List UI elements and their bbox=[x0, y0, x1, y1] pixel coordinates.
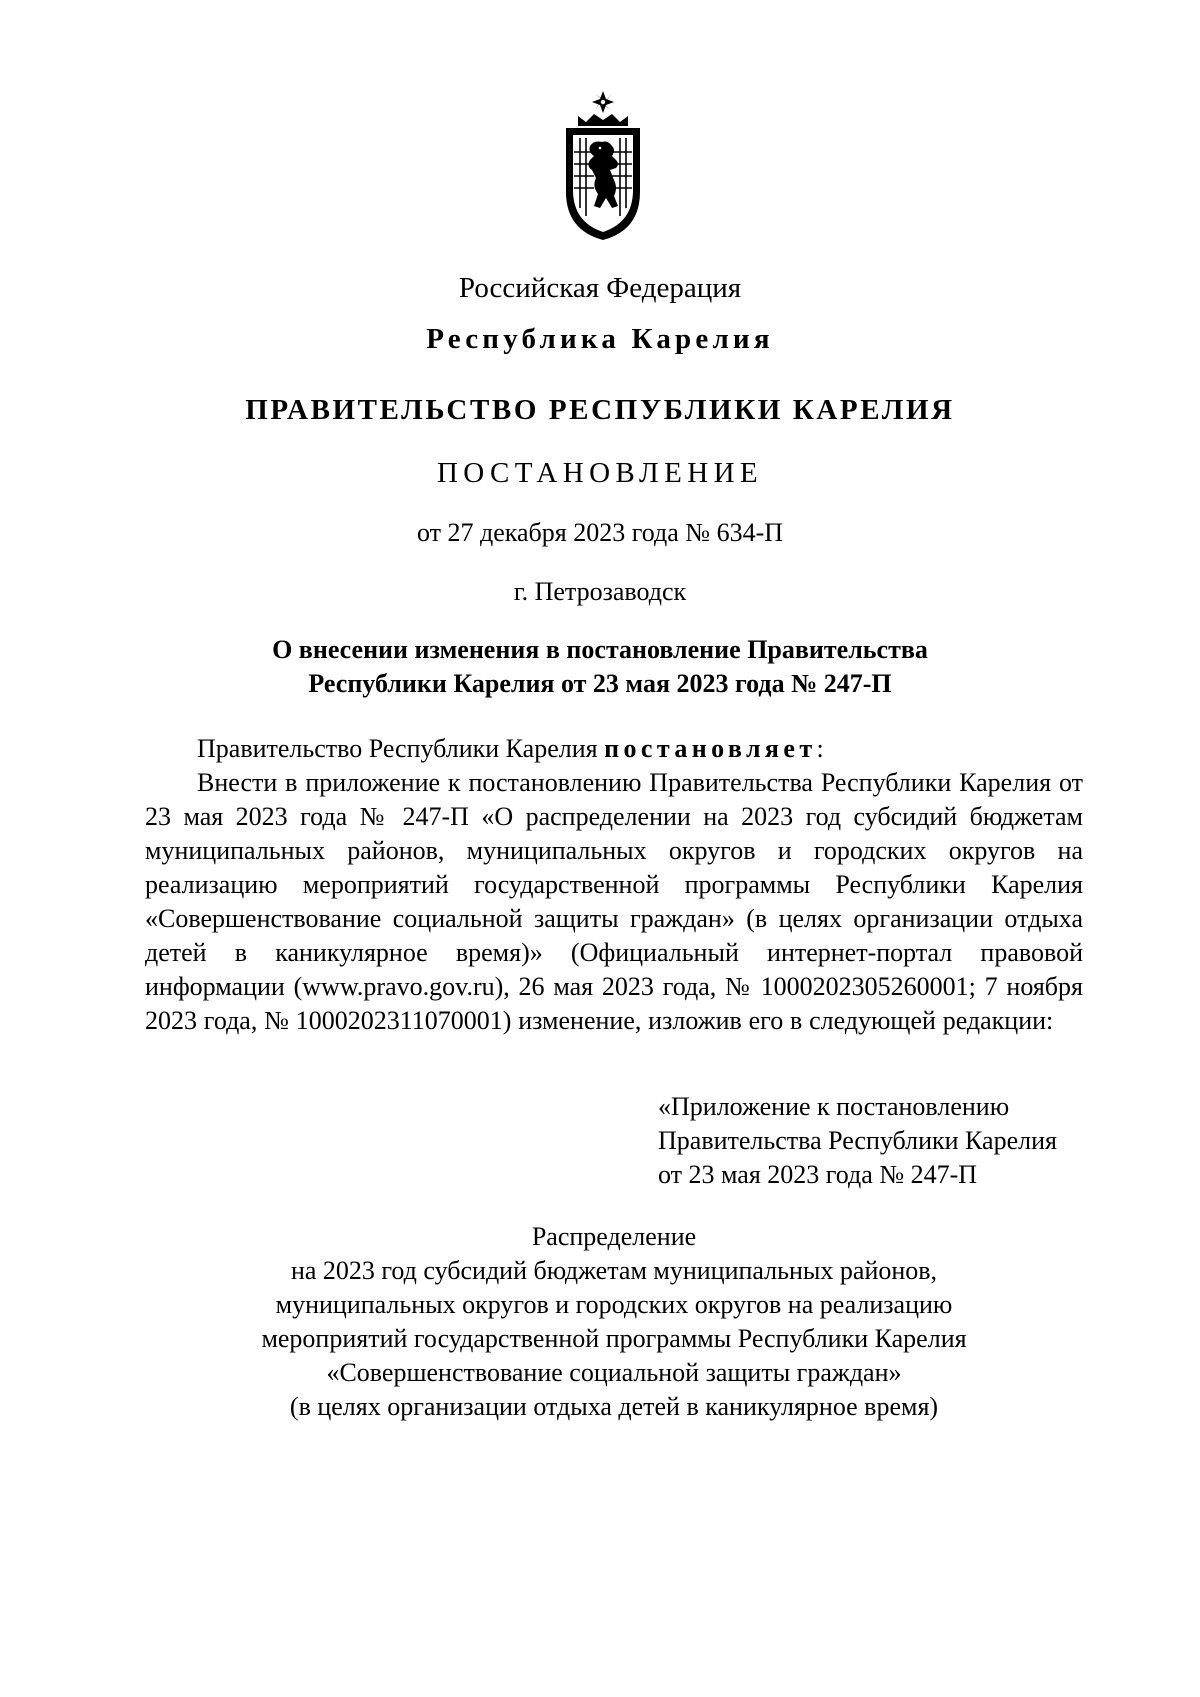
distribution-line-5: «Совершенствование социальной защиты граждан» bbox=[326, 1358, 902, 1387]
appendix-reference-line-3: от 23 мая 2023 года № 247-П bbox=[658, 1160, 978, 1189]
decree-intro-suffix: : bbox=[816, 734, 824, 763]
document-date-number: от 27 декабря 2023 года № 634-П bbox=[416, 518, 784, 547]
distribution-line-2: на 2023 год субсидий бюджетам муниципальных районов, bbox=[290, 1256, 938, 1285]
decree-intro bbox=[145, 732, 1083, 766]
document-title-line-2: Республики Карелия от 23 мая 2023 года № 247-П bbox=[308, 669, 892, 698]
decree-intro-prefix: Правительство Республики Карелия bbox=[197, 734, 605, 763]
document-type: ПОСТАНОВЛЕНИЕ bbox=[436, 457, 764, 489]
document-title-line-1: О внесении изменения в постановление Правительства bbox=[272, 635, 928, 664]
decree-keyword: постановляет bbox=[604, 734, 817, 763]
appendix-reference-line-1: «Приложение к постановлению bbox=[658, 1092, 1010, 1121]
distribution-line-4: мероприятий государственной программы Республики Карелия bbox=[261, 1324, 967, 1353]
distribution-line-1: Распределение bbox=[531, 1222, 697, 1251]
appendix-reference bbox=[658, 1090, 1057, 1192]
distribution-line-6: (в целях организации отдыха детей в каникулярное время) bbox=[289, 1392, 939, 1421]
distribution-line-3: муниципальных округов и городских округов на реализацию bbox=[275, 1290, 953, 1319]
republic-label: Республика Карелия bbox=[426, 323, 774, 355]
appendix-reference-line-2: Правительства Республики Карелия bbox=[658, 1126, 1057, 1155]
federation-label: Российская Федерация bbox=[458, 272, 742, 304]
document-city: г. Петрозаводск bbox=[513, 577, 687, 606]
distribution-heading bbox=[145, 1220, 1083, 1424]
karelia-coat-of-arms-icon bbox=[560, 90, 646, 242]
main-paragraph: Внести в приложение к постановлению Правительства Республики Карелия от 23 мая 2023 года № 247-П «О распределении на 2023 год субсидий бюджетам муниципальных районов, муниципальных округов и городских округов на реализацию мероприятий государственной программы Республики Карелия «Совершенствование социальной защиты граждан» (в целях организации отдыха детей в каникулярное время)» (Официальный интернет-портал правовой информации (www.pravo.gov.ru), 26 мая 2023 года, № 1000202305260001; 7 ноября 2023 года, № 1000202311070001) изменение, изложив его в следующей редакции: bbox=[145, 768, 1083, 1035]
government-heading: ПРАВИТЕЛЬСТВО РЕСПУБЛИКИ КАРЕЛИЯ bbox=[245, 394, 955, 426]
